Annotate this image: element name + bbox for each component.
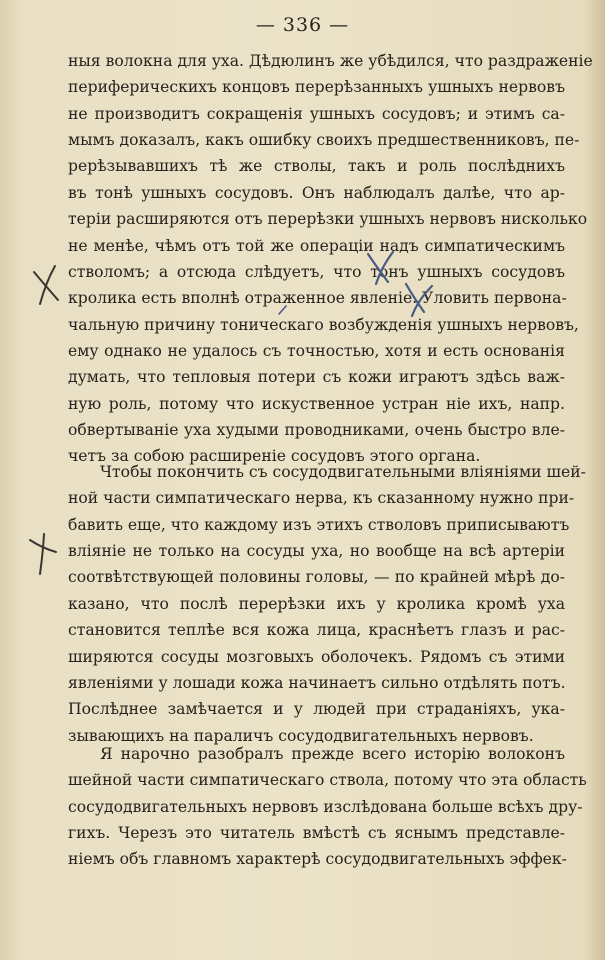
blue-cross-mark-2 xyxy=(406,284,432,316)
margin-cross-mark-1 xyxy=(34,266,58,304)
text-line: периферическихъ концовъ перерѣзанныхъ ушныхъ нервовъ xyxy=(68,78,565,97)
text-line: соотвѣтствующей половины головы, — по крайней мѣрѣ до- xyxy=(68,568,565,587)
text-line: ной части симпатическаго нерва, къ сказанному нужно при- xyxy=(68,489,575,508)
page-number: — 336 — xyxy=(255,14,350,36)
blue-tick-mark xyxy=(279,306,286,314)
text-line: шейной части симпатическаго ствола, потому что эта область xyxy=(68,771,587,790)
text-line: рерѣзывавшихъ тѣ же стволы, такъ и роль послѣднихъ xyxy=(68,157,565,176)
blue-cross-mark-1 xyxy=(368,252,393,284)
text-line: теріи расширяются отъ перерѣзки ушныхъ нервовъ нисколько xyxy=(68,210,588,229)
text-line: кролика есть вполнѣ отраженное явленіе. Уловить первона- xyxy=(68,289,567,308)
text-line: Послѣднее замѣчается и у людей при страданіяхъ, ука- xyxy=(68,700,565,719)
text-line: бавить еще, что каждому изъ этихъ стволовъ приписываютъ xyxy=(68,515,570,534)
text-line: ніемъ объ главномъ характерѣ сосудодвигательныхъ эффек- xyxy=(68,850,567,869)
text-line: казано, что послѣ перерѣзки ихъ у кролика кромѣ уха xyxy=(68,594,565,613)
text-line: ему однако не удалось съ точностью, хотя и есть основанія xyxy=(68,341,565,360)
text-line: Чтобы покончить съ сосудодвигательными вліяніями шей- xyxy=(100,463,586,481)
text-line: сосудодвигательныхъ нервовъ изслѣдована больше всѣхъ дру- xyxy=(68,797,583,816)
text-line: ширяются сосуды мозговыхъ оболочекъ. Рядомъ съ этими xyxy=(68,647,565,666)
text-line: вліяніе не только на сосуды уха, но вообще на всѣ артеріи xyxy=(68,542,565,560)
text-line: ныя волокна для уха. Дѣдюлинъ же убѣдился, что раздраженіе xyxy=(68,52,593,70)
text-line: Я нарочно разобралъ прежде всего исторію волоконъ xyxy=(100,745,565,763)
margin-cross-mark-2 xyxy=(30,534,56,574)
text-line: не менѣе, чѣмъ отъ той же операціи надъ симпатическимъ xyxy=(68,236,565,255)
text-line: стволомъ; а отсюда слѣдуетъ, что тонъ ушныхъ сосудовъ xyxy=(68,262,565,281)
text-line: въ тонѣ ушныхъ сосудовъ. Онъ наблюдалъ далѣе, что ар- xyxy=(68,183,565,202)
text-line: становится теплѣе вся кожа лица, краснѣетъ глазъ и рас- xyxy=(68,621,565,640)
text-line: зывающихъ на параличъ сосудодвигательныхъ нервовъ. xyxy=(68,726,534,745)
text-line: явленіями у лошади кожа начинаетъ сильно отдѣлять потъ. xyxy=(68,673,566,692)
text-line: гихъ. Черезъ это читатель вмѣстѣ съ яснымъ представле- xyxy=(68,824,565,842)
text-line: чальную причину тоническаго возбужденія ушныхъ нервовъ, xyxy=(68,315,579,334)
text-line: мымъ доказалъ, какъ ошибку своихъ предшественниковъ, пе- xyxy=(68,131,580,150)
text-line: четъ за собою расширеніе сосудовъ этого органа. xyxy=(68,447,481,466)
text-line: обвертываніе уха худыми проводниками, очень быстро вле- xyxy=(68,420,565,439)
text-line: не производитъ сокращенія ушныхъ сосудовъ; и этимъ са- xyxy=(68,104,565,123)
text-line: ную роль, потому что искуственное устран ніе ихъ, напр. xyxy=(68,394,565,413)
text-line: думать, что тепловыя потери съ кожи играютъ здѣсь важ- xyxy=(68,368,565,387)
